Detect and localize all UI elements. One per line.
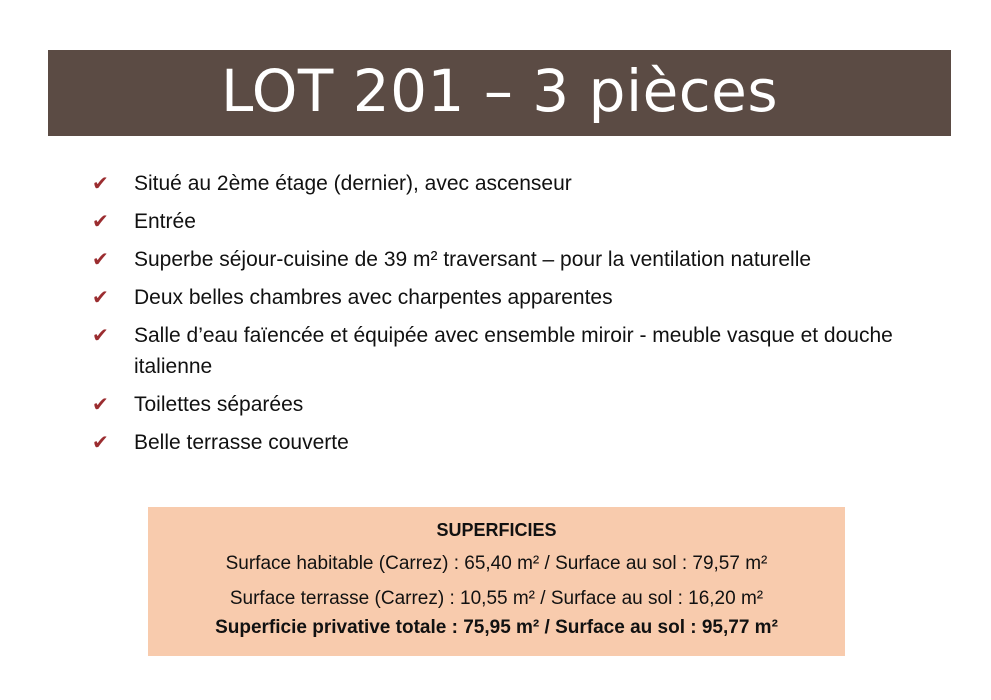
checkmark-icon: ✔ bbox=[92, 285, 109, 309]
surfaces-box bbox=[148, 507, 845, 656]
surface-habitable: Surface habitable (Carrez) : 65,40 m² / Surface au sol : 79,57 m² bbox=[225, 553, 768, 574]
surface-terrasse: Surface terrasse (Carrez) : 10,55 m² / Surface au sol : 16,20 m² bbox=[229, 588, 764, 609]
checkmark-icon: ✔ bbox=[92, 247, 109, 271]
surface-total: Superficie privative totale : 75,95 m² / Surface au sol : 95,77 m² bbox=[215, 617, 778, 638]
feature-item bbox=[92, 427, 922, 458]
feature-item bbox=[92, 282, 922, 313]
feature-item bbox=[92, 206, 922, 237]
feature-item bbox=[92, 168, 922, 199]
feature-text: Belle terrasse couverte bbox=[134, 431, 349, 454]
feature-text: Situé au 2ème étage (dernier), avec ascenseur bbox=[134, 172, 572, 195]
checkmark-icon: ✔ bbox=[92, 209, 109, 233]
feature-text: Entrée bbox=[134, 210, 196, 233]
surfaces-heading: SUPERFICIES bbox=[436, 520, 557, 540]
features-list bbox=[92, 168, 922, 465]
feature-item bbox=[92, 244, 922, 275]
checkmark-icon: ✔ bbox=[92, 430, 109, 454]
feature-item bbox=[92, 320, 922, 382]
checkmark-icon: ✔ bbox=[92, 171, 109, 195]
feature-text: Deux belles chambres avec charpentes apparentes bbox=[134, 286, 613, 309]
feature-text: Salle d’eau faïencée et équipée avec ensemble miroir - meuble vasque et douche italienne bbox=[134, 324, 893, 378]
page-title: LOT 201 – 3 pièces bbox=[220, 57, 779, 125]
feature-text: Toilettes séparées bbox=[134, 393, 304, 416]
checkmark-icon: ✔ bbox=[92, 323, 109, 347]
checkmark-icon: ✔ bbox=[92, 392, 109, 416]
title-banner bbox=[48, 50, 951, 136]
feature-text: Superbe séjour-cuisine de 39 m² traversant – pour la ventilation naturelle bbox=[134, 248, 812, 271]
feature-item bbox=[92, 389, 922, 420]
